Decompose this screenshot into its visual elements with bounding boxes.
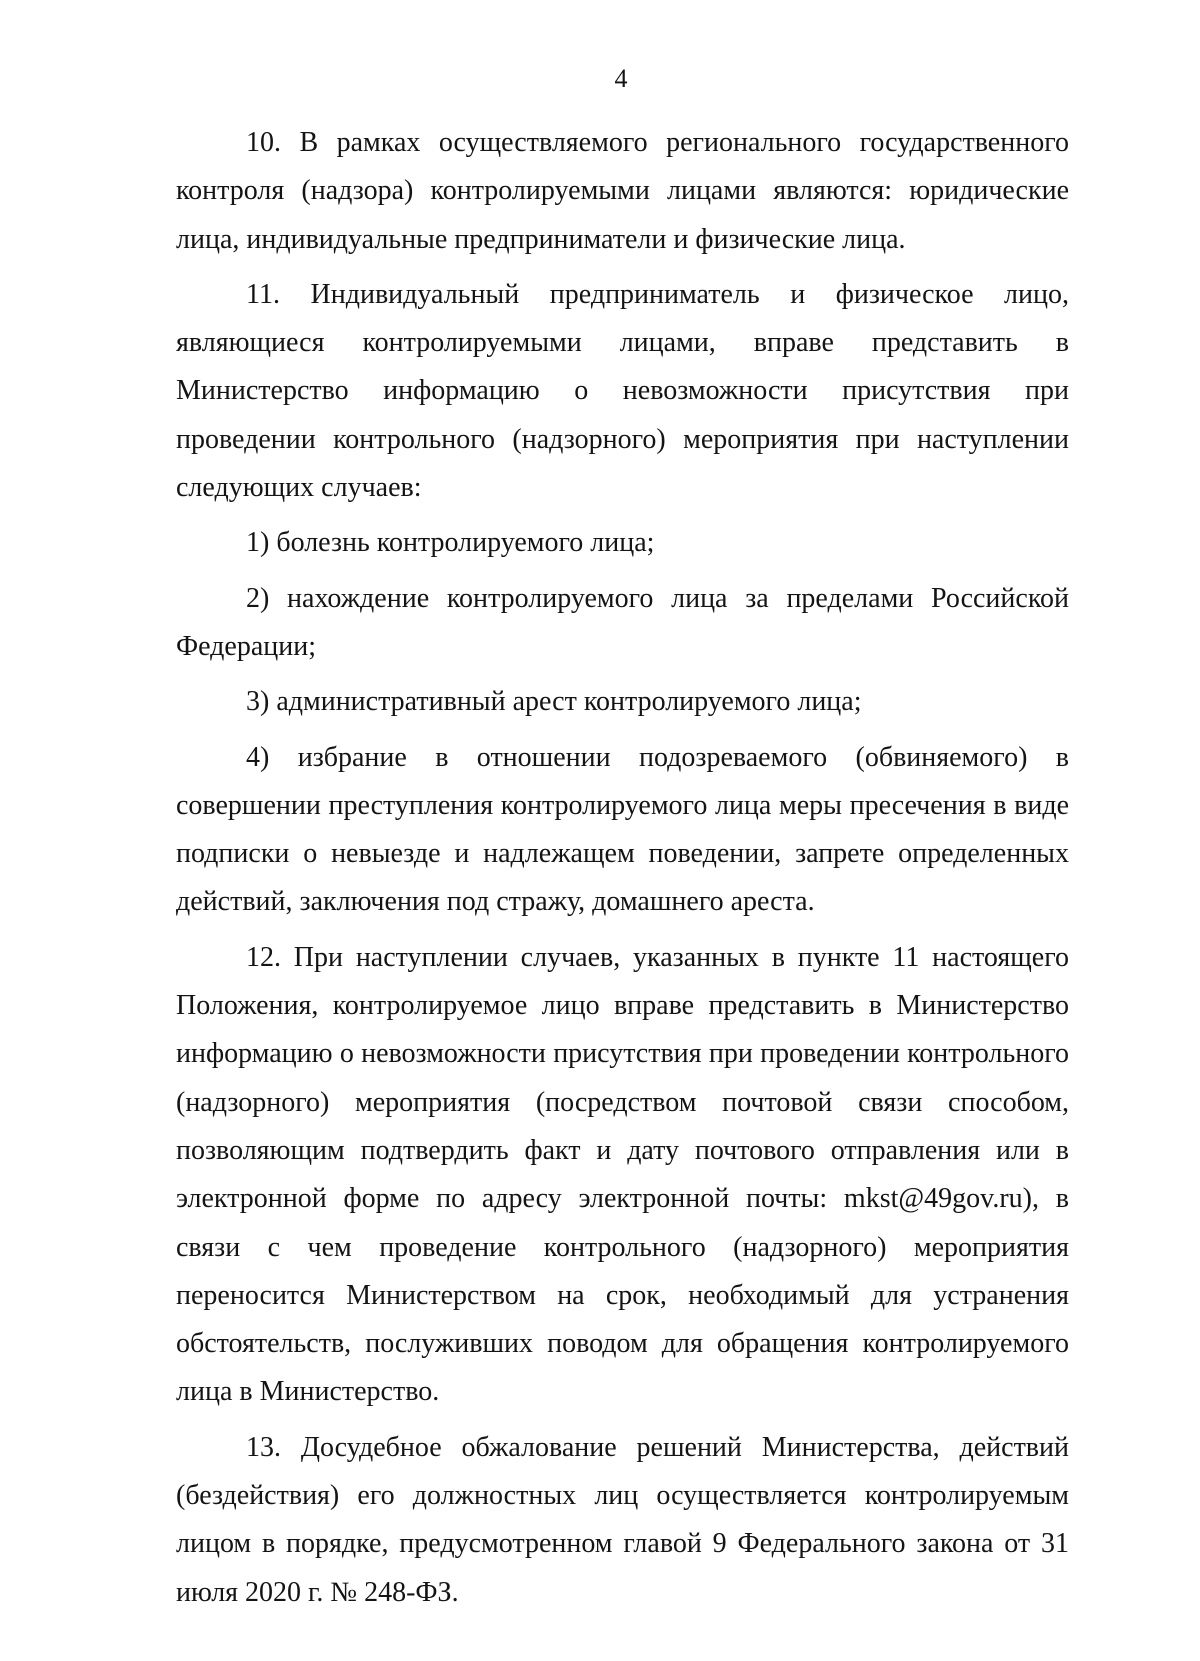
paragraph-10: 10. В рамках осуществляемого регионального государственного контроля (надзора) контролируемыми лицами являются: юридические лица, индивидуальные предприниматели и физические лица. <box>176 127 1069 255</box>
list-item-3: 3) административный арест контролируемого лица; <box>246 686 862 718</box>
list-item-2: 2) нахождение контролируемого лица за пределами Российской Федерации; <box>176 582 1069 662</box>
paragraph-13: 13. Досудебное обжалование решений Министерства, действий (бездействия) его должностных лиц осуществляется контролируемым лицом в порядке, предусмотренном главой 9 Федерального закона от 31 июля 2020 г. № 248-ФЗ. <box>176 1431 1069 1608</box>
list-item-4: 4) избрание в отношении подозреваемого (обвиняемого) в совершении преступления контролируемого лица меры пресечения в виде подписки о невыезде и надлежащем поведении, запрете определенных действий, заключения под стражу, домашнего ареста. <box>176 741 1069 918</box>
page-number: 4 <box>614 64 628 93</box>
document-body <box>176 119 1069 1617</box>
list-item-1: 1) болезнь контролируемого лица; <box>246 527 655 559</box>
paragraph-11: 11. Индивидуальный предприниматель и физическое лицо, являющиеся контролируемыми лицами, вправе представить в Министерство информацию о невозможности присутствия при проведении контрольного (надзорного) мероприятия при наступлении следующих случаев: <box>176 278 1069 504</box>
paragraph-12: 12. При наступлении случаев, указанных в пункте 11 настоящего Положения, контролируемое лицо вправе представить в Министерство информацию о невозможности присутствия при проведении контрольного (надзорного) мероприятия (посредством почтовой связи способом, позволяющим подтвердить факт и дату почтового отправления или в электронной форме по адресу электронной почты: mkst@49gov.ru), в связи с чем проведение контрольного (надзорного) мероприятия переносится Министерством на срок, необходимый для устранения обстоятельств, послуживших поводом для обращения контролируемого лица в Министерство. <box>176 941 1069 1408</box>
